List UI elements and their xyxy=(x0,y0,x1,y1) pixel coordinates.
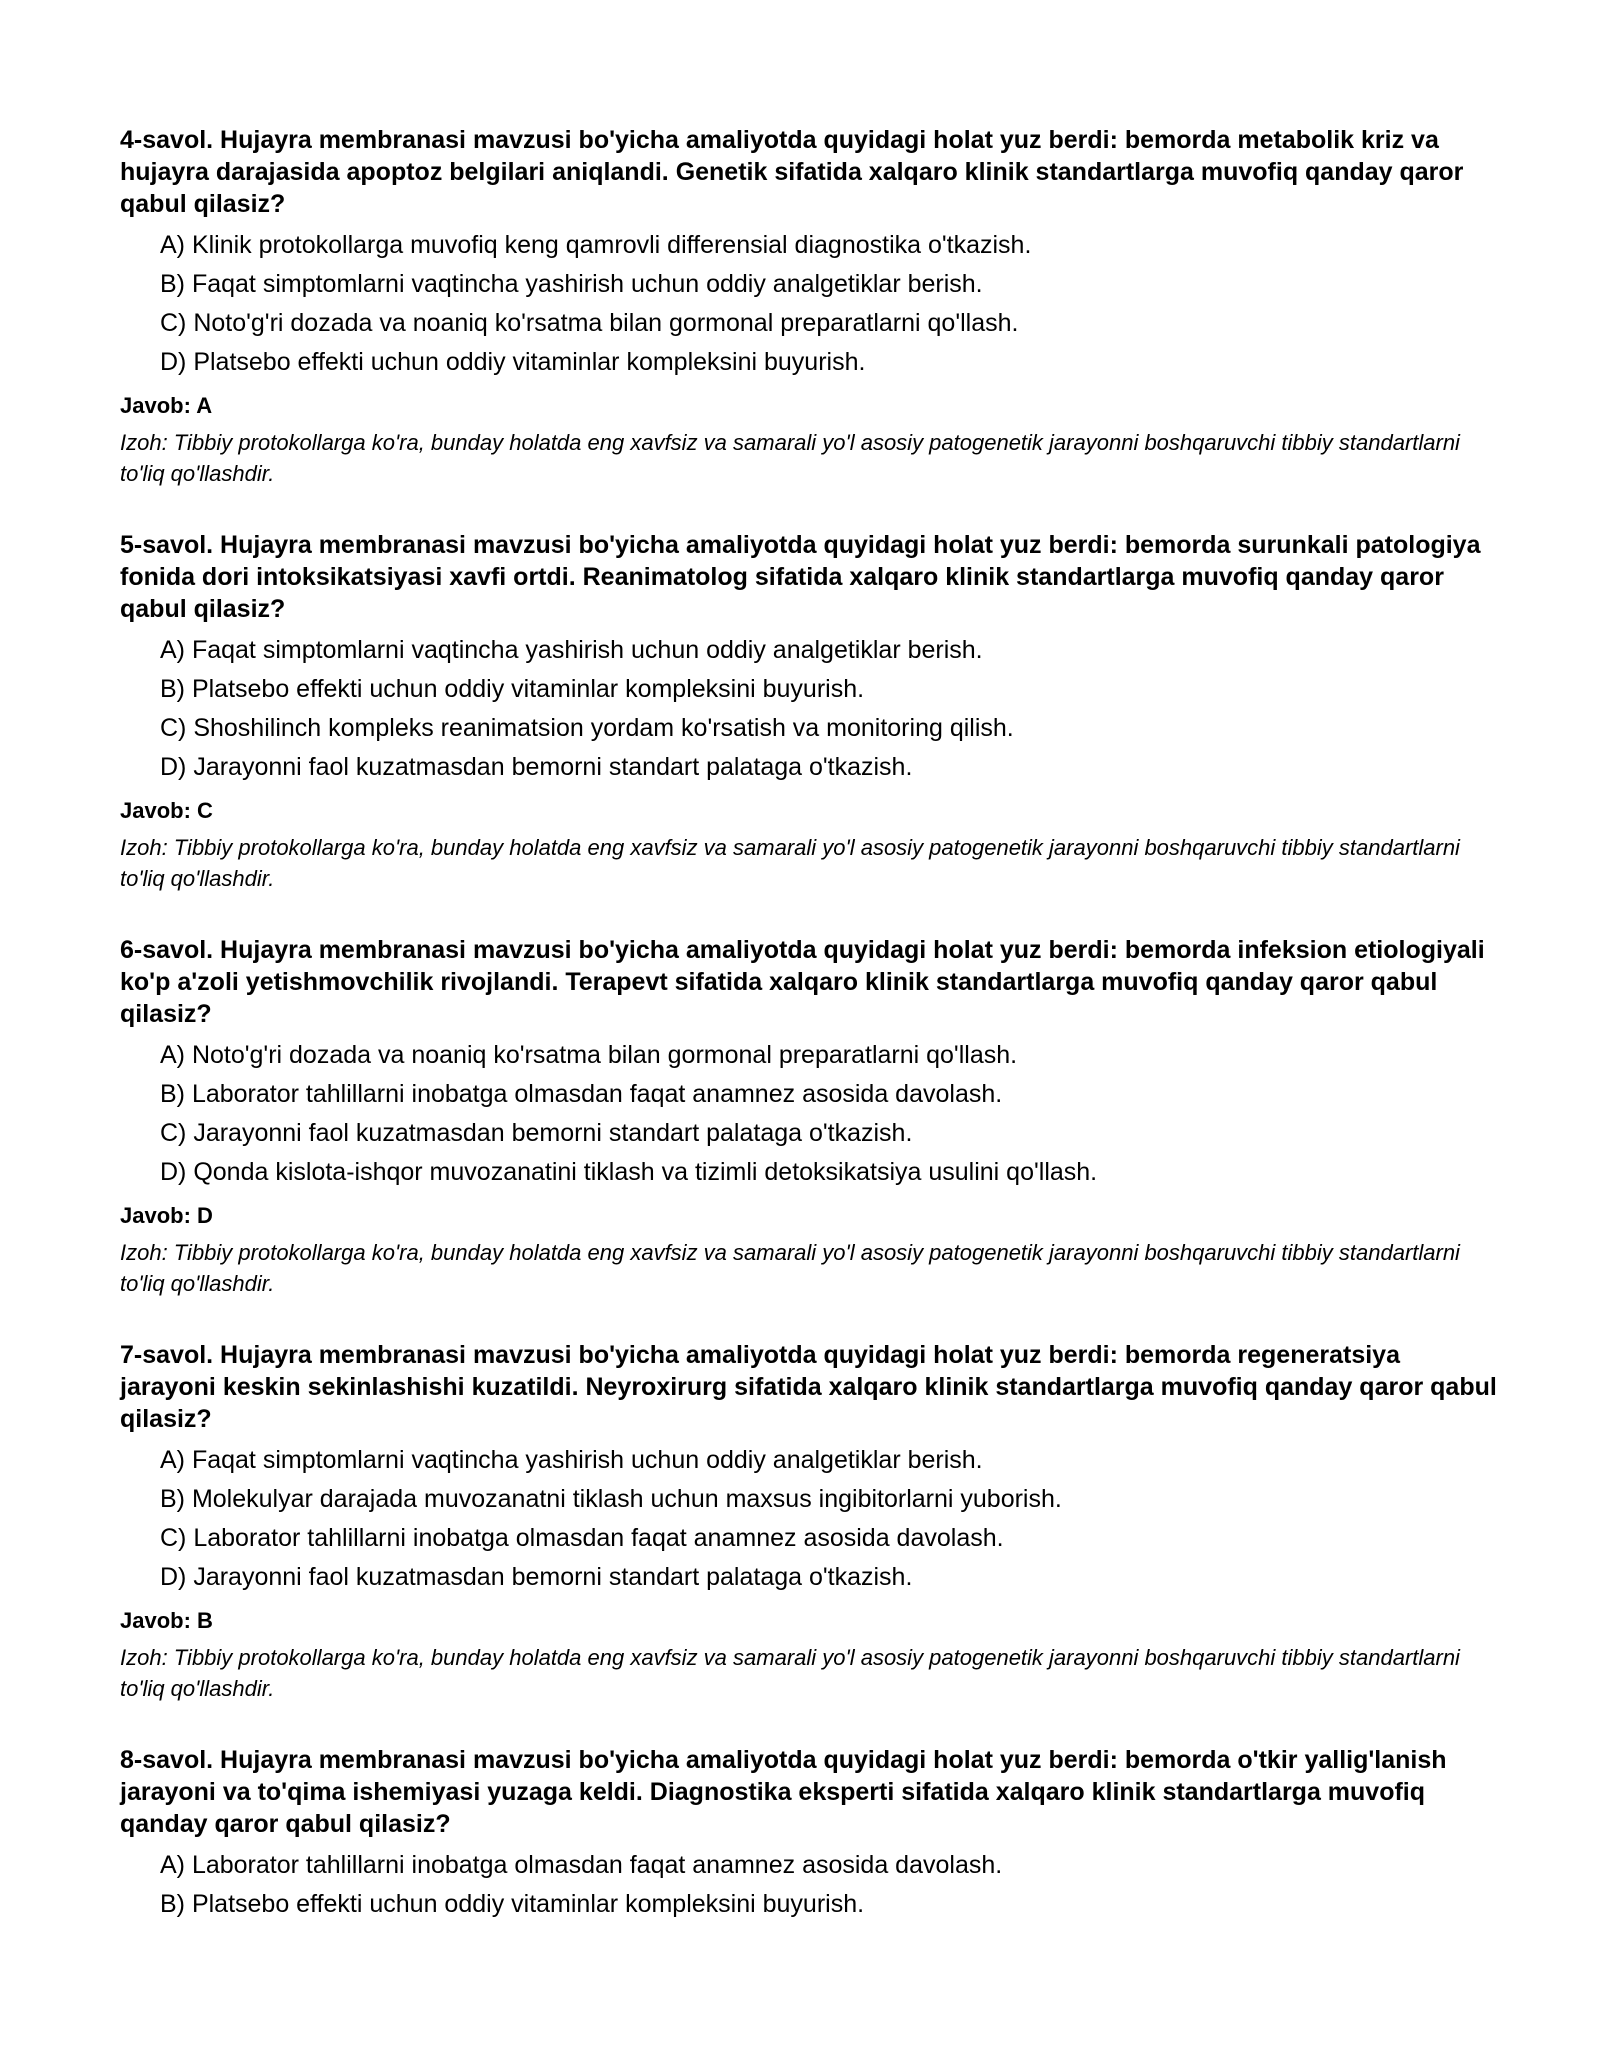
answer-label: Javob: C xyxy=(120,798,213,823)
option-b: B) Platsebo effekti uchun oddiy vitaminlar kompleksini buyurish. xyxy=(160,675,865,703)
question-title: 6-savol. Hujayra membranasi mavzusi bo'yicha amaliyotda quyidagi holat yuz berdi: bemorda infeksion etiologiyali ko'p a'zoli yetishmovchilik rivojlandi. Terapevt sifatida xalqaro klinik standartlarga muvofiq qanday qaror qabul qilasiz? xyxy=(120,936,1485,1028)
option-b: B) Molekulyar darajada muvozanatni tiklash uchun maxsus ingibitorlarni yuborish. xyxy=(160,1485,1062,1513)
question-title: 7-savol. Hujayra membranasi mavzusi bo'yicha amaliyotda quyidagi holat yuz berdi: bemorda regeneratsiya jarayoni keskin sekinlashishi kuzatildi. Neyroxirurg sifatida xalqaro klinik standartlarga muvofiq qanday qaror qabul qilasiz? xyxy=(120,1341,1497,1433)
answer-label: Javob: B xyxy=(120,1608,213,1633)
explanation-note: Izoh: Tibbiy protokollarga ko'ra, bunday holatda eng xavfsiz va samarali yo'l asosiy patogenetik jarayonni boshqaruvchi tibbiy standartlarni to'liq qo'llashdir. xyxy=(120,430,1460,486)
option-d: D) Platsebo effekti uchun oddiy vitaminlar kompleksini buyurish. xyxy=(160,348,866,376)
question-block xyxy=(120,1744,1500,1924)
question-block xyxy=(120,934,1500,1299)
explanation-note: Izoh: Tibbiy protokollarga ko'ra, bunday holatda eng xavfsiz va samarali yo'l asosiy patogenetik jarayonni boshqaruvchi tibbiy standartlarni to'liq qo'llashdir. xyxy=(120,1240,1460,1296)
option-d: D) Jarayonni faol kuzatmasdan bemorni standart palataga o'tkazish. xyxy=(160,753,913,781)
option-a: A) Faqat simptomlarni vaqtincha yashirish uchun oddiy analgetiklar berish. xyxy=(160,636,983,664)
answer-label: Javob: A xyxy=(120,393,213,418)
answer-label: Javob: D xyxy=(120,1203,213,1228)
option-d: D) Jarayonni faol kuzatmasdan bemorni standart palataga o'tkazish. xyxy=(160,1563,913,1591)
option-b: B) Laborator tahlillarni inobatga olmasdan faqat anamnez asosida davolash. xyxy=(160,1080,1003,1108)
option-a: A) Faqat simptomlarni vaqtincha yashirish uchun oddiy analgetiklar berish. xyxy=(160,1446,983,1474)
option-c: C) Laborator tahlillarni inobatga olmasdan faqat anamnez asosida davolash. xyxy=(160,1524,1004,1552)
option-b: B) Faqat simptomlarni vaqtincha yashirish uchun oddiy analgetiklar berish. xyxy=(160,270,983,298)
question-block xyxy=(120,529,1500,894)
option-c: C) Noto'g'ri dozada va noaniq ko'rsatma bilan gormonal preparatlarni qo'llash. xyxy=(160,309,1019,337)
option-a: A) Laborator tahlillarni inobatga olmasdan faqat anamnez asosida davolash. xyxy=(160,1851,1003,1879)
option-list xyxy=(120,1036,1500,1192)
option-list xyxy=(120,1441,1500,1597)
option-a: A) Klinik protokollarga muvofiq keng qamrovli differensial diagnostika o'tkazish. xyxy=(160,231,1032,259)
question-block xyxy=(120,1339,1500,1704)
option-d: D) Qonda kislota-ishqor muvozanatini tiklash va tizimli detoksikatsiya usulini qo'llash. xyxy=(160,1158,1098,1186)
option-list xyxy=(120,631,1500,787)
question-title: 5-savol. Hujayra membranasi mavzusi bo'yicha amaliyotda quyidagi holat yuz berdi: bemorda surunkali patologiya fonida dori intoksikatsiyasi xavfi ortdi. Reanimatolog sifatida xalqaro klinik standartlarga muvofiq qanday qaror qabul qilasiz? xyxy=(120,531,1481,623)
option-b: B) Platsebo effekti uchun oddiy vitaminlar kompleksini buyurish. xyxy=(160,1890,865,1918)
option-a: A) Noto'g'ri dozada va noaniq ko'rsatma bilan gormonal preparatlarni qo'llash. xyxy=(160,1041,1018,1069)
option-list xyxy=(120,226,1500,382)
option-list xyxy=(120,1846,1500,1924)
question-title: 4-savol. Hujayra membranasi mavzusi bo'yicha amaliyotda quyidagi holat yuz berdi: bemorda metabolik kriz va hujayra darajasida apoptoz belgilari aniqlandi. Genetik sifatida xalqaro klinik standartlarga muvofiq qanday qaror qabul qilasiz? xyxy=(120,126,1464,218)
explanation-note: Izoh: Tibbiy protokollarga ko'ra, bunday holatda eng xavfsiz va samarali yo'l asosiy patogenetik jarayonni boshqaruvchi tibbiy standartlarni to'liq qo'llashdir. xyxy=(120,1645,1460,1701)
explanation-note: Izoh: Tibbiy protokollarga ko'ra, bunday holatda eng xavfsiz va samarali yo'l asosiy patogenetik jarayonni boshqaruvchi tibbiy standartlarni to'liq qo'llashdir. xyxy=(120,835,1460,891)
document-page xyxy=(120,124,1500,1964)
option-c: C) Shoshilinch kompleks reanimatsion yordam ko'rsatish va monitoring qilish. xyxy=(160,714,1014,742)
question-title: 8-savol. Hujayra membranasi mavzusi bo'yicha amaliyotda quyidagi holat yuz berdi: bemorda o'tkir yallig'lanish jarayoni va to'qima ishemiyasi yuzaga keldi. Diagnostika eksperti sifatida xalqaro klinik standartlarga muvofiq qanday qaror qabul qilasiz? xyxy=(120,1746,1447,1838)
option-c: C) Jarayonni faol kuzatmasdan bemorni standart palataga o'tkazish. xyxy=(160,1119,913,1147)
question-block xyxy=(120,124,1500,489)
